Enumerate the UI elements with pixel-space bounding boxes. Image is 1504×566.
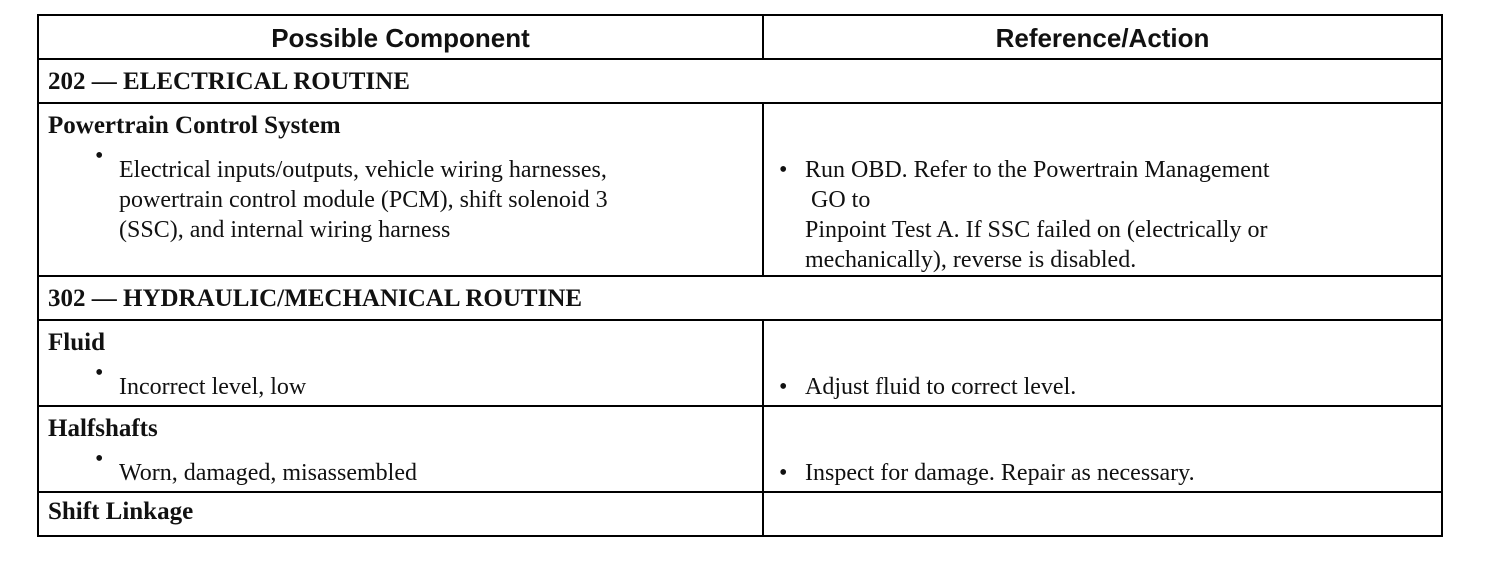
cause-line: Electrical inputs/outputs, vehicle wiring harnesses, (119, 157, 607, 183)
action-cell (764, 493, 1441, 535)
section-row-electrical (39, 60, 1441, 104)
cause-line: Incorrect level, low (119, 374, 307, 400)
table-row-halfshafts (39, 407, 1441, 493)
cause-item (95, 444, 762, 496)
table-header-row (39, 16, 1441, 60)
action-line: mechanically), reverse is disabled. (805, 247, 1137, 273)
component-name: Fluid (48, 329, 105, 356)
component-cell (39, 493, 764, 535)
cause-item (95, 141, 762, 255)
action-line: GO to (811, 187, 871, 213)
table-row-shift-linkage (39, 493, 1441, 535)
bullet-icon: • (779, 157, 788, 183)
bullet-icon: • (95, 360, 104, 386)
section-title-electrical: 202 — ELECTRICAL ROUTINE (48, 68, 410, 95)
table-row-fluid (39, 321, 1441, 407)
header-reference-action: Reference/Action (995, 23, 1210, 53)
cause-line: Worn, damaged, misassembled (119, 460, 417, 486)
cause-item (95, 358, 762, 410)
component-name: Powertrain Control System (48, 112, 341, 139)
bullet-icon: • (95, 446, 104, 472)
table-row-powertrain-control-system (39, 104, 1441, 277)
cause-line: (SSC), and internal wiring harness (119, 217, 451, 243)
action-cell (764, 407, 1441, 491)
section-row-hydraulic (39, 277, 1441, 321)
action-line: Run OBD. Refer to the Powertrain Management (805, 157, 1270, 183)
component-cell (39, 104, 764, 275)
action-cell (764, 321, 1441, 405)
component-name: Shift Linkage (48, 498, 194, 525)
bullet-icon: • (779, 374, 788, 400)
action-item (779, 155, 1441, 275)
action-item (779, 372, 1441, 402)
header-possible-component: Possible Component (39, 16, 764, 58)
action-line: Inspect for damage. Repair as necessary. (805, 460, 1195, 486)
bullet-icon: • (95, 143, 104, 169)
cause-line: powertrain control module (PCM), shift solenoid 3 (119, 187, 608, 213)
component-cell (39, 407, 764, 491)
diagnosis-table (37, 14, 1443, 537)
action-line: Pinpoint Test A. If SSC failed on (electrically or (805, 217, 1268, 243)
action-cell (764, 104, 1441, 275)
action-item (779, 458, 1441, 488)
section-title-hydraulic: 302 — HYDRAULIC/MECHANICAL ROUTINE (48, 285, 583, 312)
component-name: Halfshafts (48, 415, 158, 442)
bullet-icon: • (779, 460, 788, 486)
component-cell (39, 321, 764, 405)
action-line: Adjust fluid to correct level. (805, 374, 1077, 400)
